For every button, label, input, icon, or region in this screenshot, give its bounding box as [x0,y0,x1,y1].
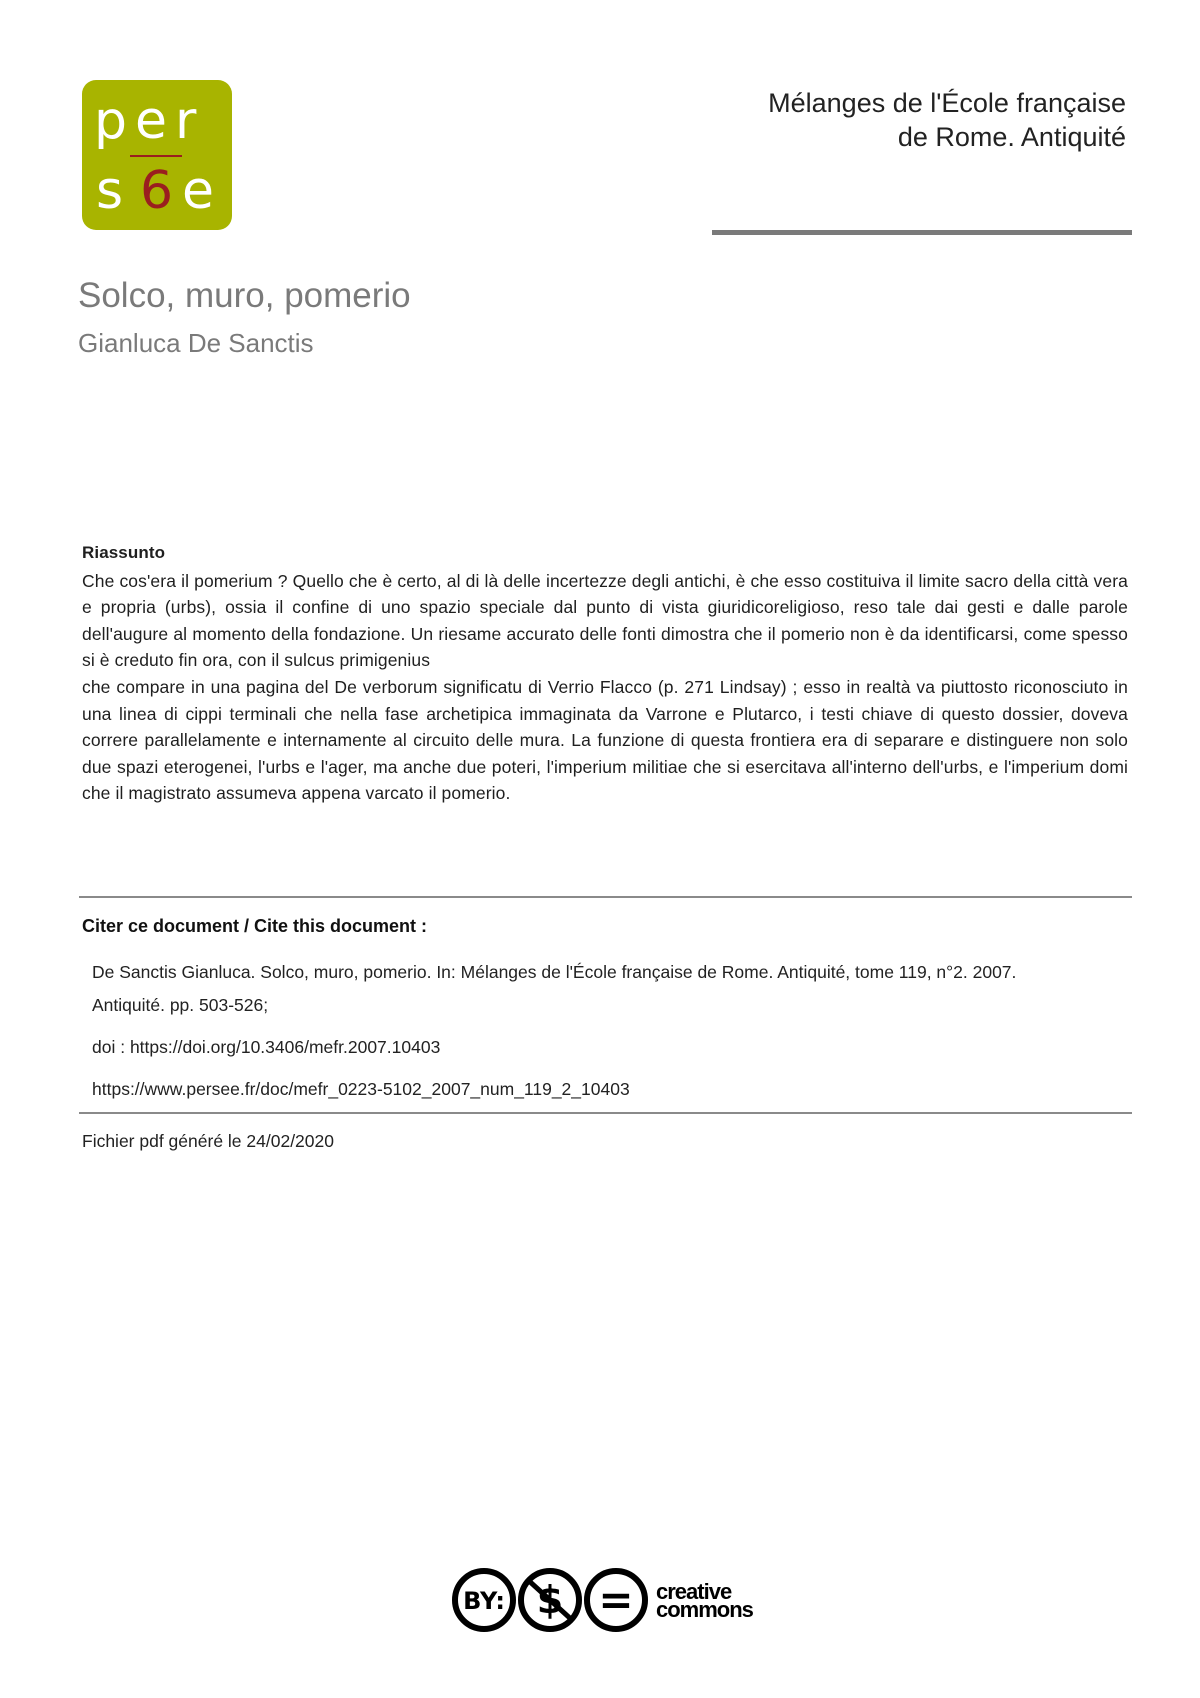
journal-title-line2: de Rome. Antiquité [897,122,1126,152]
persee-logo [82,80,232,230]
citation-doi-link[interactable]: doi : https://doi.org/10.3406/mefr.2007.10403 [92,1037,441,1057]
citation-bottom-divider [79,1112,1132,1114]
logo-text-per: per [94,91,205,151]
abstract-heading: Riassunto [82,543,166,562]
cc-by-icon [455,1571,513,1629]
cc-badge-graphic [452,1565,762,1635]
creative-commons-license-badge[interactable] [452,1565,762,1635]
abstract-paragraph-1: Che cos'era il pomerium ? Quello che è certo, al di là delle incertezze degli antichi, è che esso costituiva il limite sacro della città vera e propria (urbs), ossia il confine di uno spazio speciale dal punto di vista giuridicoreligioso, reso tale dai gesti e dalle parole dell'augure al momento della fondazione. Un riesame accurato delle fonti dimostra che il pomerio non è da identificarsi, come spesso si è creduto fin ora, con il sulcus primigenius [82,570,1128,671]
citation-top-divider [79,896,1132,898]
journal-divider [712,230,1132,235]
citation-block [92,956,1132,1106]
abstract-section [82,540,1128,807]
logo-text-s: s [96,161,124,221]
citation-url-link[interactable]: https://www.persee.fr/doc/mefr_0223-5102_2007_num_119_2_10403 [92,1079,630,1099]
abstract-paragraph-2: che compare in una pagina del De verborum significatu di Verrio Flacco (p. 271 Lindsay) ; esso in realtà va piuttosto riconosciuto in una linea di cippi terminali che nella fase archetipica immaginata da Varrone e Plutarco, i testi chiave di questo dossier, doveva correre parallelamente e internamente al circuito delle mura. La funzione di questa frontiera era di separare e distinguere non solo due spazi eterogenei, l'urbs e l'ager, ma anche due poteri, l'imperium militiae che si esercitava all'interno dell'urbs, e l'imperium domi che il magistrato assumeva appena varcato il pomerio. [82,676,1128,804]
cc-nd-symbol: = [598,1575,634,1624]
citation-reference-line2: Antiquité. pp. 503-526; [92,995,269,1015]
journal-title [626,86,1126,154]
logo-text-accent: 6 [140,161,174,221]
citation-reference-line1: De Sanctis Gianluca. Solco, muro, pomerio. In: Mélanges de l'École française de Rome. Antiquité, tome 119, n°2. 2007. [92,962,1017,982]
cc-nd-icon [587,1571,645,1629]
citation-heading: Citer ce document / Cite this document : [82,916,428,936]
cc-by-label: BY: [463,1587,505,1615]
pdf-generated-date: Fichier pdf généré le 24/02/2020 [82,1131,334,1151]
cc-nc-symbol: $ [536,1578,564,1622]
article-author: Gianluca De Sanctis [78,328,314,358]
cc-nc-icon [521,1571,579,1629]
article-title: Solco, muro, pomerio [78,276,411,315]
cc-word-creative: creative [656,1579,732,1604]
journal-title-line1: Mélanges de l'École française [768,88,1126,118]
logo-text-e: e [182,161,214,221]
persee-logo-graphic [82,80,232,230]
abstract-body [82,568,1128,807]
cc-word-commons: commons [656,1597,753,1622]
